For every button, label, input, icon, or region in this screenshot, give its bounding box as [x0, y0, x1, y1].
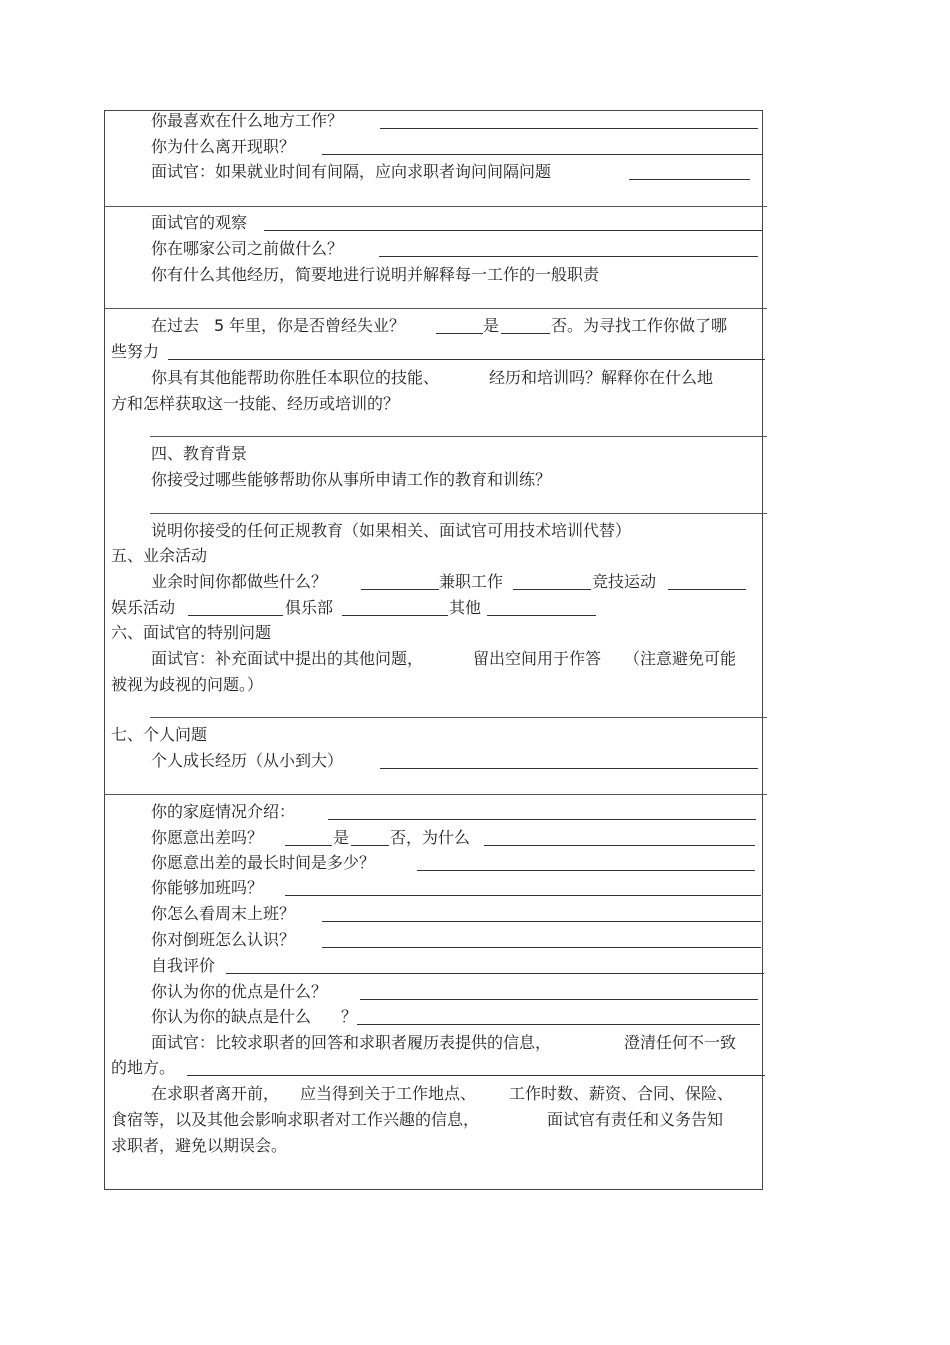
question-skills-2: 经历和培训吗？解释你在什么地 — [489, 368, 714, 387]
option-travel-no-why: 否，为什么 — [390, 828, 471, 847]
label-entertainment: 娱乐活动 — [111, 598, 176, 617]
label-sports: 竞技运动 — [592, 572, 657, 591]
question-shift: 你对倒班怎么认识？ — [151, 930, 296, 949]
question-special-1a: 面试官：补充面试中提出的其他问题， — [151, 649, 424, 668]
answer-line-weakness[interactable] — [357, 1024, 760, 1025]
question-skills-3: 方和怎样获取这一技能、经历或培训的？ — [111, 394, 400, 413]
answer-line-family[interactable] — [328, 819, 756, 820]
no-blank[interactable] — [501, 333, 550, 334]
blank-travel-no[interactable] — [351, 845, 389, 846]
closing-note-3: 求职者，避免以期误会。 — [111, 1136, 288, 1155]
answer-line-travel-why[interactable] — [484, 845, 755, 846]
label-club: 俱乐部 — [285, 598, 334, 617]
question-special-2: 被视为歧视的问题。） — [111, 675, 264, 694]
section-education-title: 四、教育背景 — [151, 444, 248, 463]
section-special-questions-title: 六、面试官的特别问题 — [111, 623, 272, 642]
option-yes: 是 — [483, 316, 500, 335]
question-special-1b: 留出空间用于作答 — [473, 649, 602, 668]
question-self-evaluation: 自我评价 — [151, 956, 216, 975]
option-travel-yes: 是 — [333, 828, 350, 847]
question-weakness: 你认为你的缺点是什么 — [151, 1007, 312, 1026]
question-education: 你接受过哪些能够帮助你从事所申请工作的教育和训练？ — [151, 470, 552, 489]
question-travel-max: 你愿意出差的最长时间是多少？ — [151, 853, 376, 872]
answer-line-overtime[interactable] — [285, 895, 761, 896]
question-compare-2: 的地方。 — [111, 1058, 176, 1077]
question-strength: 你认为你的优点是什么？ — [151, 982, 328, 1001]
answer-line-self-evaluation[interactable] — [226, 973, 764, 974]
question-employment-gap: 面试官：如果就业时间有间隔，应向求职者询问间隔问题 — [151, 162, 552, 181]
question-weekend: 你怎么看周末上班？ — [151, 904, 296, 923]
closing-note-2a: 食宿等，以及其他会影响求职者对工作兴趣的信息， — [111, 1110, 480, 1129]
blank-club[interactable] — [342, 615, 448, 616]
answer-line-other-experience[interactable] — [104, 308, 767, 309]
question-family: 你的家庭情况介绍： — [151, 802, 296, 821]
answer-line-gap-full[interactable] — [104, 206, 767, 207]
answer-line-growth-full[interactable] — [104, 794, 767, 795]
question-other-experience: 你有什么其他经历，简要地进行说明并解释每一工作的一般职责 — [151, 265, 600, 284]
closing-note-1b: 应当得到关于工作地点、 — [300, 1084, 477, 1103]
answer-line-employment-gap[interactable] — [629, 179, 750, 180]
blank-part-time[interactable] — [513, 589, 591, 590]
blank-sports[interactable] — [668, 589, 746, 590]
yes-blank[interactable] — [436, 333, 483, 334]
answer-line-compare[interactable] — [187, 1075, 765, 1076]
question-skills-1: 你具有其他能帮助你胜任本职位的技能、 — [151, 368, 440, 387]
answer-line-observation[interactable] — [264, 230, 762, 231]
blank-entertainment[interactable] — [188, 615, 283, 616]
question-interviewer-observation: 面试官的观察 — [151, 213, 248, 232]
closing-note-1a: 在求职者离开前， — [151, 1084, 280, 1103]
answer-line-special[interactable] — [150, 717, 767, 718]
question-like-place: 你最喜欢在什么地方工作？ — [151, 111, 344, 130]
answer-line-education[interactable] — [150, 513, 767, 514]
question-compare-1a: 面试官：比较求职者的回答和求职者履历表提供的信息， — [151, 1033, 552, 1052]
answer-line-weekend[interactable] — [322, 921, 761, 922]
question-growth: 个人成长经历（从小到大） — [151, 751, 344, 770]
answer-line-job-search-effort[interactable] — [168, 359, 765, 360]
blank-free-time[interactable] — [361, 589, 439, 590]
question-unemployment-b: 年里，你是否曾经失业？ — [229, 316, 406, 335]
answer-line-like-place[interactable] — [380, 128, 758, 129]
question-compare-1b: 澄清任何不一致 — [624, 1033, 737, 1052]
closing-note-1c: 工作时数、薪资、合同、保险、 — [509, 1084, 734, 1103]
section-leisure-title: 五、业余活动 — [111, 546, 208, 565]
closing-note-2b: 面试官有责任和义务告知 — [547, 1110, 724, 1129]
unemployment-years: 5 — [214, 316, 225, 335]
question-unemployment-c: 否。为寻找工作你做了哪 — [551, 316, 728, 335]
label-other: 其他 — [449, 598, 482, 617]
question-free-time: 业余时间你都做些什么？ — [151, 572, 328, 591]
question-why-leave: 你为什么离开现职？ — [151, 137, 296, 156]
question-overtime: 你能够加班吗？ — [151, 878, 264, 897]
question-special-1c: （注意避免可能 — [624, 649, 737, 668]
question-unemployment-d: 些努力 — [111, 342, 160, 361]
answer-line-shift[interactable] — [322, 947, 761, 948]
label-part-time: 兼职工作 — [439, 572, 504, 591]
answer-line-growth[interactable] — [380, 768, 758, 769]
blank-travel-yes[interactable] — [285, 845, 332, 846]
question-unemployment-a: 在过去 — [151, 316, 200, 335]
question-formal-education: 说明你接受的任何正规教育（如果相关、面试官可用技术培训代替） — [151, 521, 632, 540]
question-travel: 你愿意出差吗？ — [151, 828, 264, 847]
answer-line-travel-max[interactable] — [417, 870, 755, 871]
answer-line-skills[interactable] — [150, 436, 767, 437]
answer-line-previous-company[interactable] — [379, 256, 758, 257]
answer-line-why-leave[interactable] — [322, 154, 762, 155]
blank-other[interactable] — [487, 615, 596, 616]
question-mark: ？ — [341, 1007, 358, 1026]
answer-line-strength[interactable] — [360, 999, 758, 1000]
question-previous-company: 你在哪家公司之前做什么？ — [151, 239, 344, 258]
section-personal-title: 七、个人问题 — [111, 725, 208, 744]
